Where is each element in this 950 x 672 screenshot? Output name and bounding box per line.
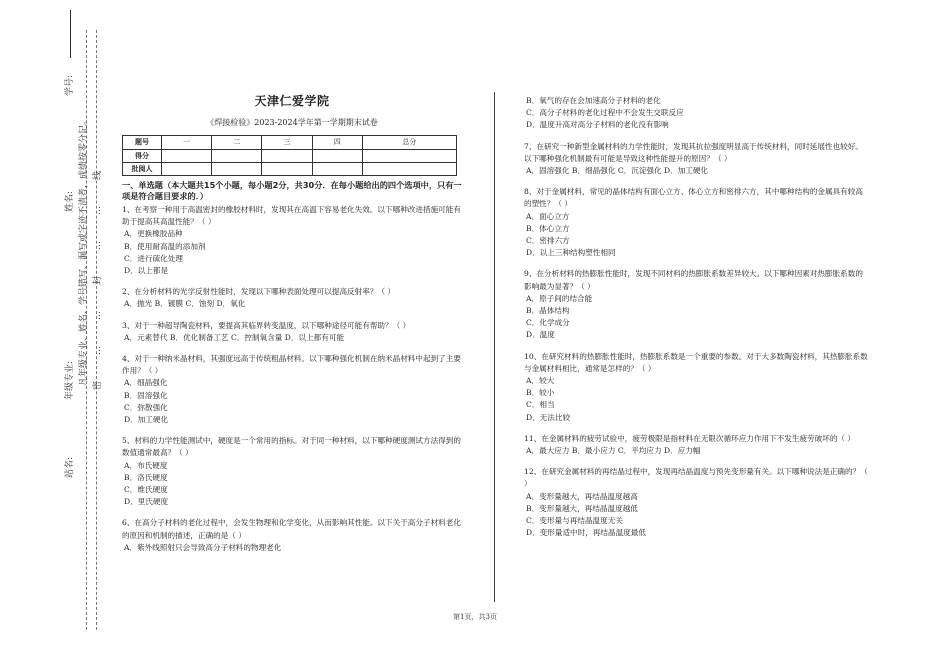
score-cell[interactable] [162, 162, 212, 175]
question-block [524, 433, 869, 457]
answer-option[interactable]: B．较小 [526, 388, 555, 398]
question-stem: 11、在金属材料的疲劳试验中，疲劳极限是指材料在无限次循环应力作用下不发生疲劳破坏的（ ） [524, 433, 856, 443]
column-divider [494, 92, 495, 602]
seal-marks: 密……封……线 [93, 144, 103, 390]
answer-option[interactable]: B．固溶强化 [124, 390, 168, 400]
score-cell[interactable] [362, 149, 456, 162]
answer-option[interactable]: D．以上都是 [124, 266, 169, 276]
answer-option[interactable]: D．温度升高对高分子材料的老化没有影响 [526, 120, 669, 130]
answer-option[interactable]: C．化学成分 [526, 318, 570, 328]
answer-option[interactable]: A．固溶强化 B．细晶强化 C．沉淀强化 D．加工硬化 [526, 166, 709, 176]
question-stem: 1、在考察一种用于高温密封的橡胶材料时，发现其在高温下容易老化失效。以下哪种改进措施可能有助于提高其高温性能？（ ） [122, 205, 461, 227]
score-row-label-defen: 得分 [123, 149, 162, 162]
answer-option[interactable]: A．细晶强化 [124, 378, 168, 388]
zhanming-label: 站名: [65, 456, 75, 478]
score-cell[interactable] [312, 162, 362, 175]
score-cell[interactable] [362, 162, 456, 175]
left-column [122, 95, 462, 563]
answer-option[interactable]: D．无法比较 [526, 412, 571, 422]
left-question-list [122, 204, 462, 554]
score-table-header-row [123, 136, 457, 149]
question-stem: 4、对于一种纳米晶材料，其强度远高于传统粗晶材料。以下哪种强化机制在纳米晶材料中起到了主要作用？（ ） [122, 354, 461, 376]
answer-option[interactable]: C．相当 [526, 400, 555, 410]
answer-option[interactable]: A．抛光 B．镀膜 C．蚀刻 D．氧化 [124, 299, 246, 309]
question-block [524, 141, 869, 178]
score-header-total: 总分 [362, 136, 456, 149]
question-block [122, 435, 462, 508]
answer-option[interactable]: C．弥散强化 [124, 402, 168, 412]
answer-option[interactable]: A．较大 [526, 376, 555, 386]
question-stem: 10、在研究材料的热膨胀性能时，热膨胀系数是一个重要的参数。对于大多数陶瓷材料，其热膨胀系数与金属材料相比，通常是怎样的？（ ） [524, 351, 868, 373]
question-stem: 7、在研究一种新型金属材料的力学性能时，发现其抗拉强度明显高于传统材料，同时延展性也较好。以下哪种强化机制最有可能是导致这种性能提升的原因？（ ） [524, 141, 863, 163]
question-block [524, 95, 869, 132]
answer-option[interactable]: C．密排六方 [526, 236, 570, 246]
right-question-list [524, 95, 869, 540]
score-header-4: 四 [312, 136, 362, 149]
question-block [122, 286, 462, 310]
score-cell[interactable] [312, 149, 362, 162]
answer-option[interactable]: C．维氏硬度 [124, 485, 168, 495]
score-cell[interactable] [212, 162, 262, 175]
question-stem: 12、在研究金属材料的再结晶过程中，发现再结晶温度与预先变形量有关。以下哪种说法是正确的？（ ） [524, 467, 868, 489]
answer-option[interactable]: B．体心立方 [526, 223, 570, 233]
score-table-row-piyueren [123, 162, 457, 175]
question-stem: 8、对于金属材料，常见的晶体结构有面心立方、体心立方和密排六方，其中哪种结构的金属具有较高的塑性？（ ） [524, 187, 863, 209]
answer-option[interactable]: A．面心立方 [526, 211, 570, 221]
answer-option[interactable]: D．加工硬化 [124, 415, 169, 425]
answer-option[interactable]: B．变形量越大，再结晶温度越低 [526, 503, 638, 513]
section-title: 一、单选题（本大题共15个小题，每小题2分，共30分．在每小题给出的四个选项中，只有一项是符合题目要求的．） [122, 180, 462, 202]
right-column [524, 95, 869, 549]
exam-subtitle: 《焊接检验》2023-2024学年第一学期期末试卷 [206, 118, 378, 128]
question-block [524, 268, 869, 341]
score-header-2: 二 [212, 136, 262, 149]
xuehao-label: 学号: [65, 74, 75, 96]
xingming-label: 姓名: [65, 190, 75, 212]
answer-option[interactable]: D．温度 [526, 330, 555, 340]
answer-option[interactable]: B．氧气的存在会加速高分子材料的老化 [526, 96, 661, 105]
answer-option[interactable]: C．进行硫化处理 [124, 253, 183, 263]
score-header-1: 一 [162, 136, 212, 149]
question-block [122, 353, 462, 426]
answer-option[interactable]: A．原子间的结合能 [526, 293, 593, 303]
score-header-tihao: 题号 [123, 136, 162, 149]
question-stem: 5、材料的力学性能测试中，硬度是一个常用的指标。对于同一种材料，以下哪种硬度测试方法得到的数值通常最高？（ ） [122, 436, 461, 458]
xuehao-underline [70, 10, 71, 58]
answer-option[interactable]: D．以上三种结构塑性相同 [526, 248, 616, 258]
school-name: 天津仁爱学院 [254, 94, 330, 108]
question-block [122, 204, 462, 277]
score-cell[interactable] [212, 149, 262, 162]
question-stem: 9、在分析材料的热膨胀性能时，发现不同材料的热膨胀系数差异较大。以下哪种因素对热膨胀系数的影响最为显著？（ ） [524, 269, 863, 291]
question-stem: 3、对于一种超导陶瓷材料，要提高其临界转变温度，以下哪种途径可能有帮助？（ ） [122, 320, 411, 330]
answer-option[interactable]: C．变形量与再结晶温度无关 [526, 516, 623, 526]
question-block [524, 351, 869, 424]
score-header-3: 三 [262, 136, 312, 149]
score-cell[interactable] [262, 149, 312, 162]
score-cell[interactable] [262, 162, 312, 175]
question-block [524, 466, 869, 539]
question-block [524, 186, 869, 259]
question-block [122, 320, 462, 344]
binding-margin [0, 0, 120, 672]
answer-option[interactable]: B．使用耐高温的添加剂 [124, 241, 206, 251]
answer-option[interactable]: A．更换橡胶品种 [124, 229, 183, 239]
answer-option[interactable]: B．洛氏硬度 [124, 472, 168, 482]
score-table [122, 135, 457, 176]
binding-notice: 凡年级专业、姓名、学号错写、漏写或字迹不清者，成绩按零分记。 [79, 115, 89, 386]
answer-option[interactable]: A．变形量越大，再结晶温度越高 [526, 491, 638, 501]
question-stem: 2、在分析材料的光学反射性能时，发现以下哪种表面处理可以提高反射率？（ ） [122, 287, 396, 297]
answer-option[interactable]: A．最大应力 B．最小应力 C．平均应力 D．应力幅 [526, 446, 701, 456]
answer-option[interactable]: D．变形量适中时，再结晶温度最低 [526, 528, 646, 538]
answer-option[interactable]: B．晶体结构 [526, 306, 570, 316]
score-cell[interactable] [162, 149, 212, 162]
answer-option[interactable]: A．布氏硬度 [124, 460, 168, 470]
answer-option[interactable]: D．里氏硬度 [124, 497, 169, 507]
answer-option[interactable]: C．高分子材料的老化过程中不会发生交联反应 [526, 108, 684, 118]
answer-option[interactable]: A．紫外线照射只会导致高分子材料的物理老化 [124, 542, 282, 552]
page-footer: 第1页，共3页 [453, 613, 497, 621]
score-table-row-defen [123, 149, 457, 162]
score-row-label-piyueren: 批阅人 [123, 162, 162, 175]
question-stem: 6、在高分子材料的老化过程中，会发生物理和化学变化，从而影响其性能。以下关于高分子材料老化的原因和机制的描述，正确的是（ ） [122, 518, 461, 540]
nianji-label: 年级专业: [65, 360, 75, 400]
answer-option[interactable]: A．元素替代 B．优化制备工艺 C．控制氧含量 D．以上都有可能 [124, 332, 345, 342]
question-block [122, 517, 462, 554]
